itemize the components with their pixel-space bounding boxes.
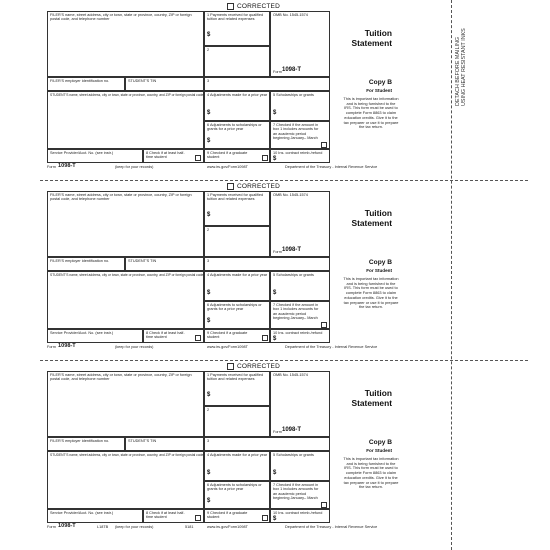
box3-label: 3	[207, 79, 210, 83]
box3-field[interactable]	[204, 77, 330, 91]
title-line2: Statement	[351, 398, 392, 408]
box5-field[interactable]	[270, 271, 330, 301]
footer-keep-text: (keep for your records)	[115, 525, 154, 529]
filer-name-label: FILER'S name, street address, city or town, state or province, country, ZIP or foreign postal code, and telephone number	[50, 13, 192, 22]
footer-department: Department of the Treasury - Internal Revenue Service	[285, 345, 378, 349]
copy-b-label: Copy B	[368, 439, 392, 446]
box6-field[interactable]	[204, 121, 270, 149]
box3-label: 3	[207, 259, 210, 263]
box4-field[interactable]	[204, 271, 270, 301]
box10-label: 10 Ins. contract reimb./refund	[273, 511, 323, 515]
side-instruction-line2: USING HEAT RESISTANT INKS	[461, 28, 467, 106]
service-provider-label: Service Provider/Acct. No. (see instr.)	[50, 151, 114, 155]
form-footer	[47, 163, 447, 171]
box5-dollar: $	[273, 110, 277, 116]
box8-field	[143, 509, 204, 523]
form-1098t-copy-1	[47, 0, 447, 170]
box7-field	[270, 121, 330, 149]
box10-field[interactable]	[270, 329, 330, 343]
box2-field[interactable]	[204, 406, 270, 437]
box9-label: 9 Checked if a graduate student	[207, 511, 248, 520]
copy-b-label: Copy B	[368, 79, 392, 86]
form-footer	[47, 343, 447, 351]
box8-label: 8 Check if at least half-time student	[146, 331, 185, 340]
box8-label: 8 Check if at least half-time student	[146, 511, 185, 520]
box9-field	[204, 149, 270, 163]
corrected-checkbox[interactable]	[227, 3, 234, 10]
filer-ein-label: FILER'S employer identification no.	[50, 439, 110, 443]
box10-dollar: $	[273, 336, 277, 342]
box9-label: 9 Checked if a graduate student	[207, 331, 248, 340]
corrected-row	[227, 362, 280, 370]
omb-number: OMB No. 1545-1574	[273, 13, 308, 17]
box7-checkbox[interactable]	[321, 322, 327, 328]
filer-ein-field[interactable]	[47, 77, 125, 91]
service-provider-field[interactable]	[47, 509, 143, 523]
title-line2: Statement	[351, 218, 392, 228]
box10-dollar: $	[273, 516, 277, 522]
notice-text: This is important tax information and is being furnished to the IRS. This form must be used to complete Form 8863 to claim education credits. Give it to the tax preparer or use it to prepare the tax return.	[343, 96, 399, 130]
for-student-label: For Student	[366, 448, 392, 453]
form-1098t-copy-2	[47, 180, 447, 350]
box6-dollar: $	[207, 318, 211, 324]
box1-dollar: $	[207, 392, 211, 398]
box5-field[interactable]	[270, 91, 330, 121]
title-line2: Statement	[351, 38, 392, 48]
student-tin-field[interactable]	[125, 437, 204, 451]
box4-label: 4 Adjustments made for a prior year	[207, 453, 268, 457]
form-title	[330, 208, 392, 228]
filer-name-field[interactable]	[47, 11, 204, 77]
box8-label: 8 Check if at least half-time student	[146, 151, 185, 160]
box8-field	[143, 149, 204, 163]
service-provider-field[interactable]	[47, 149, 143, 163]
footer-form-label: Form	[47, 345, 56, 349]
filer-name-label: FILER'S name, street address, city or town, state or province, country, ZIP or foreign postal code, and telephone number	[50, 193, 192, 202]
box9-field	[204, 509, 270, 523]
box5-dollar: $	[273, 470, 277, 476]
student-address-field[interactable]	[47, 271, 204, 329]
box1-dollar: $	[207, 32, 211, 38]
corrected-label: CORRECTED	[237, 182, 280, 190]
form-label: Form	[273, 70, 282, 74]
box10-field[interactable]	[270, 149, 330, 163]
filer-name-label: FILER'S name, street address, city or town, state or province, country, ZIP or foreign postal code, and telephone number	[50, 373, 192, 382]
filer-ein-field[interactable]	[47, 257, 125, 271]
corrected-checkbox[interactable]	[227, 183, 234, 190]
form-title	[330, 28, 392, 48]
side-instruction-line1: DETACH BEFORE MAILING	[455, 36, 461, 106]
form-number: 1098-T	[282, 427, 302, 433]
student-address-label: STUDENT'S name, street address, city or town, state or province, country, and ZIP or foreign postal code	[50, 93, 204, 97]
box4-dollar: $	[207, 110, 211, 116]
footer-keep-text: (keep for your records)	[115, 165, 154, 169]
box6-field[interactable]	[204, 481, 270, 509]
box8-checkbox[interactable]	[195, 335, 201, 341]
box3-label: 3	[207, 439, 210, 443]
box5-field[interactable]	[270, 451, 330, 481]
box1-dollar: $	[207, 212, 211, 218]
box6-label: 6 Adjustments to scholarships or grants for a prior year	[207, 483, 262, 492]
box2-label: 2	[207, 48, 210, 52]
box1-label: 1 Payments received for qualified tuition and related expenses	[207, 193, 264, 202]
footer-form-number: 1098-T	[58, 343, 76, 349]
box7-checkbox[interactable]	[321, 142, 327, 148]
box10-label: 10 Ins. contract reimb./refund	[273, 151, 323, 155]
omb-form-cell	[270, 371, 330, 437]
box10-field[interactable]	[270, 509, 330, 523]
student-tin-field[interactable]	[125, 77, 204, 91]
student-tin-label: STUDENT'S TIN	[128, 259, 157, 263]
box10-dollar: $	[273, 156, 277, 162]
student-tin-label: STUDENT'S TIN	[128, 439, 157, 443]
filer-ein-field[interactable]	[47, 437, 125, 451]
footer-form-number: 1098-T	[58, 163, 76, 169]
form-number: 1098-T	[282, 67, 302, 73]
form-number: 1098-T	[282, 247, 302, 253]
student-address-label: STUDENT'S name, street address, city or town, state or province, country, and ZIP or foreign postal code	[50, 453, 204, 457]
box8-checkbox[interactable]	[195, 515, 201, 521]
student-address-label: STUDENT'S name, street address, city or town, state or province, country, and ZIP or foreign postal code	[50, 273, 204, 277]
box2-field[interactable]	[204, 226, 270, 257]
footer-keep-text: (keep for your records)	[115, 345, 154, 349]
box8-checkbox[interactable]	[195, 155, 201, 161]
box4-field[interactable]	[204, 91, 270, 121]
box8-field	[143, 329, 204, 343]
box4-label: 4 Adjustments made for a prior year	[207, 93, 268, 97]
side-instruction	[455, 16, 467, 106]
box4-label: 4 Adjustments made for a prior year	[207, 273, 268, 277]
box1-label: 1 Payments received for qualified tuition and related expenses	[207, 13, 264, 22]
footer-cat-number: 5181	[185, 525, 194, 529]
title-line1: Tuition	[364, 208, 392, 218]
student-tin-field[interactable]	[125, 257, 204, 271]
form-label: Form	[273, 250, 282, 254]
box1-field[interactable]	[204, 371, 270, 406]
omb-form-cell	[270, 191, 330, 257]
box3-field[interactable]	[204, 437, 330, 451]
filer-ein-label: FILER'S employer identification no.	[50, 79, 110, 83]
corrected-checkbox[interactable]	[227, 363, 234, 370]
box4-dollar: $	[207, 290, 211, 296]
box6-dollar: $	[207, 138, 211, 144]
box2-field[interactable]	[204, 46, 270, 77]
box2-label: 2	[207, 228, 210, 232]
box9-field	[204, 329, 270, 343]
box6-dollar: $	[207, 498, 211, 504]
box5-label: 5 Scholarships or grants	[273, 453, 314, 457]
title-line1: Tuition	[364, 28, 392, 38]
notice-text: This is important tax information and is being furnished to the IRS. This form must be used to complete Form 8863 to claim education credits. Give it to the tax preparer or use it to prepare the tax return.	[343, 276, 399, 310]
footer-form-label: Form	[47, 165, 56, 169]
form-footer	[47, 523, 447, 531]
box3-field[interactable]	[204, 257, 330, 271]
box1-field[interactable]	[204, 191, 270, 226]
service-provider-label: Service Provider/Acct. No. (see instr.)	[50, 331, 114, 335]
box4-field[interactable]	[204, 451, 270, 481]
footer-url[interactable]: www.irs.gov/Form1098T	[207, 525, 248, 529]
box9-label: 9 Checked if a graduate student	[207, 151, 248, 160]
form-label: Form	[273, 430, 282, 434]
box6-field[interactable]	[204, 301, 270, 329]
footer-department: Department of the Treasury - Internal Revenue Service	[285, 525, 378, 529]
service-provider-label: Service Provider/Acct. No. (see instr.)	[50, 511, 114, 515]
box7-label: 7 Checked if the amount in box 1 includes amounts for an academic period beginning January– March	[273, 123, 319, 141]
box7-label: 7 Checked if the amount in box 1 includes amounts for an academic period beginning January– March	[273, 303, 319, 321]
vertical-perforation	[451, 0, 452, 550]
box4-dollar: $	[207, 470, 211, 476]
box9-checkbox[interactable]	[262, 515, 268, 521]
box7-field	[270, 481, 330, 509]
for-student-label: For Student	[366, 268, 392, 273]
box5-dollar: $	[273, 290, 277, 296]
footer-code: L18TB	[97, 525, 109, 529]
box5-label: 5 Scholarships or grants	[273, 273, 314, 277]
form-title	[330, 388, 392, 408]
footer-department: Department of the Treasury - Internal Revenue Service	[285, 165, 378, 169]
filer-name-field[interactable]	[47, 191, 204, 257]
footer-url[interactable]: www.irs.gov/Form1098T	[207, 165, 248, 169]
title-line1: Tuition	[364, 388, 392, 398]
box7-checkbox[interactable]	[321, 502, 327, 508]
corrected-label: CORRECTED	[237, 362, 280, 370]
omb-form-cell	[270, 11, 330, 77]
box9-checkbox[interactable]	[262, 155, 268, 161]
footer-form-number: 1098-T	[58, 523, 76, 529]
copy-b-label: Copy B	[368, 259, 392, 266]
box9-checkbox[interactable]	[262, 335, 268, 341]
box5-label: 5 Scholarships or grants	[273, 93, 314, 97]
box7-field	[270, 301, 330, 329]
omb-number: OMB No. 1545-1574	[273, 193, 308, 197]
corrected-row	[227, 182, 280, 190]
for-student-label: For Student	[366, 88, 392, 93]
box6-label: 6 Adjustments to scholarships or grants for a prior year	[207, 303, 262, 312]
filer-name-field[interactable]	[47, 371, 204, 437]
box7-label: 7 Checked if the amount in box 1 includes amounts for an academic period beginning January– March	[273, 483, 319, 501]
service-provider-field[interactable]	[47, 329, 143, 343]
student-tin-label: STUDENT'S TIN	[128, 79, 157, 83]
form-1098t-copy-3	[47, 360, 447, 530]
box10-label: 10 Ins. contract reimb./refund	[273, 331, 323, 335]
corrected-label: CORRECTED	[237, 2, 280, 10]
omb-number: OMB No. 1545-1574	[273, 373, 308, 377]
box2-label: 2	[207, 408, 210, 412]
student-address-field[interactable]	[47, 451, 204, 509]
box6-label: 6 Adjustments to scholarships or grants for a prior year	[207, 123, 262, 132]
notice-text: This is important tax information and is being furnished to the IRS. This form must be used to complete Form 8863 to claim education credits. Give it to the tax preparer or use it to prepare the tax return.	[343, 456, 399, 490]
box1-field[interactable]	[204, 11, 270, 46]
filer-ein-label: FILER'S employer identification no.	[50, 259, 110, 263]
student-address-field[interactable]	[47, 91, 204, 149]
footer-form-label: Form	[47, 525, 56, 529]
corrected-row	[227, 2, 280, 10]
box1-label: 1 Payments received for qualified tuition and related expenses	[207, 373, 264, 382]
footer-url[interactable]: www.irs.gov/Form1098T	[207, 345, 248, 349]
